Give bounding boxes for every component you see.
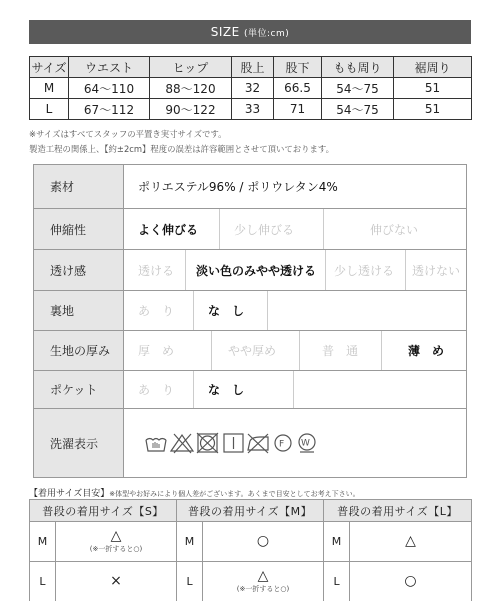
table-cell: 90〜122 [150, 99, 232, 120]
table-row [30, 99, 472, 120]
fit-column-header: 普段の着用サイズ【S】 [30, 500, 177, 522]
spec-label: 洗濯表示 [34, 409, 124, 477]
svg-text:F: F [279, 439, 285, 450]
fit-mark: ○ [256, 533, 270, 549]
fit-table [29, 499, 472, 601]
spec-label: 伸縮性 [34, 209, 124, 249]
spec-row-pocket [34, 371, 466, 409]
table-cell: 51 [394, 99, 472, 120]
size-notes [29, 127, 489, 157]
fit-size-label: M [324, 522, 350, 562]
size-note: 製造工程の関係上、【約±2cm】程度の誤差は許容範囲とさせて頂いております。 [29, 144, 334, 154]
no-iron-icon [248, 434, 268, 453]
thickness-option: 薄 め [408, 344, 445, 358]
table-cell: L [30, 99, 69, 120]
size-table-header: 股下 [274, 57, 322, 78]
size-table-header: 裾周り [394, 57, 472, 78]
table-cell: 67〜112 [69, 99, 150, 120]
table-cell: M [30, 78, 69, 99]
spec-row-sheer [34, 250, 466, 291]
spec-table [33, 164, 467, 478]
table-cell: 66.5 [274, 78, 322, 99]
table-cell: 54〜75 [322, 78, 394, 99]
fit-mark: △ [110, 528, 122, 544]
lining-option: な し [194, 291, 268, 330]
thickness-option: やや厚め [212, 331, 300, 370]
fit-mark: △ [405, 533, 416, 549]
spec-row-lining [34, 291, 466, 331]
fit-title: 【着用サイズ目安】 [29, 489, 110, 499]
line-dry-icon [224, 434, 243, 452]
stretch-option: よく伸びる [124, 209, 220, 249]
size-unit: (単位:cm) [244, 29, 290, 39]
table-cell: 71 [274, 99, 322, 120]
lining-option: あ り [124, 291, 194, 330]
size-note: ※サイズはすべてスタッフの平置き実寸サイズです。 [29, 129, 227, 139]
fit-mark: × [110, 573, 122, 589]
fit-note: (※一折すると○) [89, 545, 143, 553]
fit-size-label: M [30, 522, 56, 562]
stretch-option: 少し伸びる [220, 209, 324, 249]
table-cell: 54〜75 [322, 99, 394, 120]
thickness-option: 厚 め [124, 331, 212, 370]
fit-cell [350, 562, 472, 601]
table-row [30, 522, 472, 562]
sheer-option: 透ける [124, 250, 186, 290]
spec-row-thickness [34, 331, 466, 371]
spec-label: 素材 [34, 165, 124, 208]
size-table-header: ヒップ [150, 57, 232, 78]
svg-text:W: W [301, 438, 310, 449]
fit-cell [56, 562, 177, 601]
fit-cell [203, 562, 324, 601]
spec-row-material [34, 165, 466, 209]
sheer-option: 淡い色のみやや透ける [186, 250, 326, 290]
spec-label: 透け感 [34, 250, 124, 290]
fit-guide-title [29, 486, 360, 499]
stretch-option: 伸びない [370, 222, 419, 237]
table-cell: 88〜120 [150, 78, 232, 99]
sheer-option: 透けない [412, 263, 461, 278]
fit-column-header: 普段の着用サイズ【M】 [177, 500, 324, 522]
size-table-header: ウエスト [69, 57, 150, 78]
material-value: ポリエステル96% / ポリウレタン4% [138, 180, 338, 194]
size-table-header-row [30, 57, 472, 78]
fit-column-header: 普段の着用サイズ【L】 [324, 500, 472, 522]
table-cell: 33 [232, 99, 274, 120]
spec-row-stretch [34, 209, 466, 250]
fit-mark: △ [257, 568, 269, 584]
pocket-option: な し [194, 371, 294, 408]
table-row [30, 78, 472, 99]
sheer-option: 少し透ける [326, 250, 406, 290]
fit-cell [56, 522, 177, 562]
fit-size-label: M [177, 522, 203, 562]
table-cell: 51 [394, 78, 472, 99]
fit-size-label: L [177, 562, 203, 601]
fit-size-label: L [324, 562, 350, 601]
size-table-header: 股上 [232, 57, 274, 78]
fit-subtitle: ※体型やお好みにより個人差がございます。あくまで目安としてお考え下さい。 [109, 490, 360, 498]
fit-mark: ○ [404, 573, 417, 589]
fit-header-row [30, 500, 472, 522]
spec-label: 裏地 [34, 291, 124, 330]
table-cell: 64〜110 [69, 78, 150, 99]
fit-note: (※一折すると○) [236, 585, 290, 593]
spec-label: ポケット [34, 371, 124, 408]
no-bleach-icon [171, 434, 193, 453]
size-table-header: サイズ [30, 57, 69, 78]
thickness-option: 普 通 [300, 331, 382, 370]
fit-cell [203, 522, 324, 562]
size-section-header [29, 20, 471, 44]
hand-wash-icon [146, 439, 166, 452]
table-row [30, 562, 472, 601]
size-table-header: もも周り [322, 57, 394, 78]
fit-size-label: L [30, 562, 56, 601]
table-cell: 32 [232, 78, 274, 99]
spec-row-washing [34, 409, 466, 477]
fit-cell [350, 522, 472, 562]
no-tumble-dry-icon [197, 433, 218, 453]
size-table [29, 56, 472, 120]
spec-label: 生地の厚み [34, 331, 124, 370]
size-title: SIZE [210, 25, 240, 39]
washing-icons [124, 409, 466, 477]
pocket-option: あ り [124, 371, 194, 408]
